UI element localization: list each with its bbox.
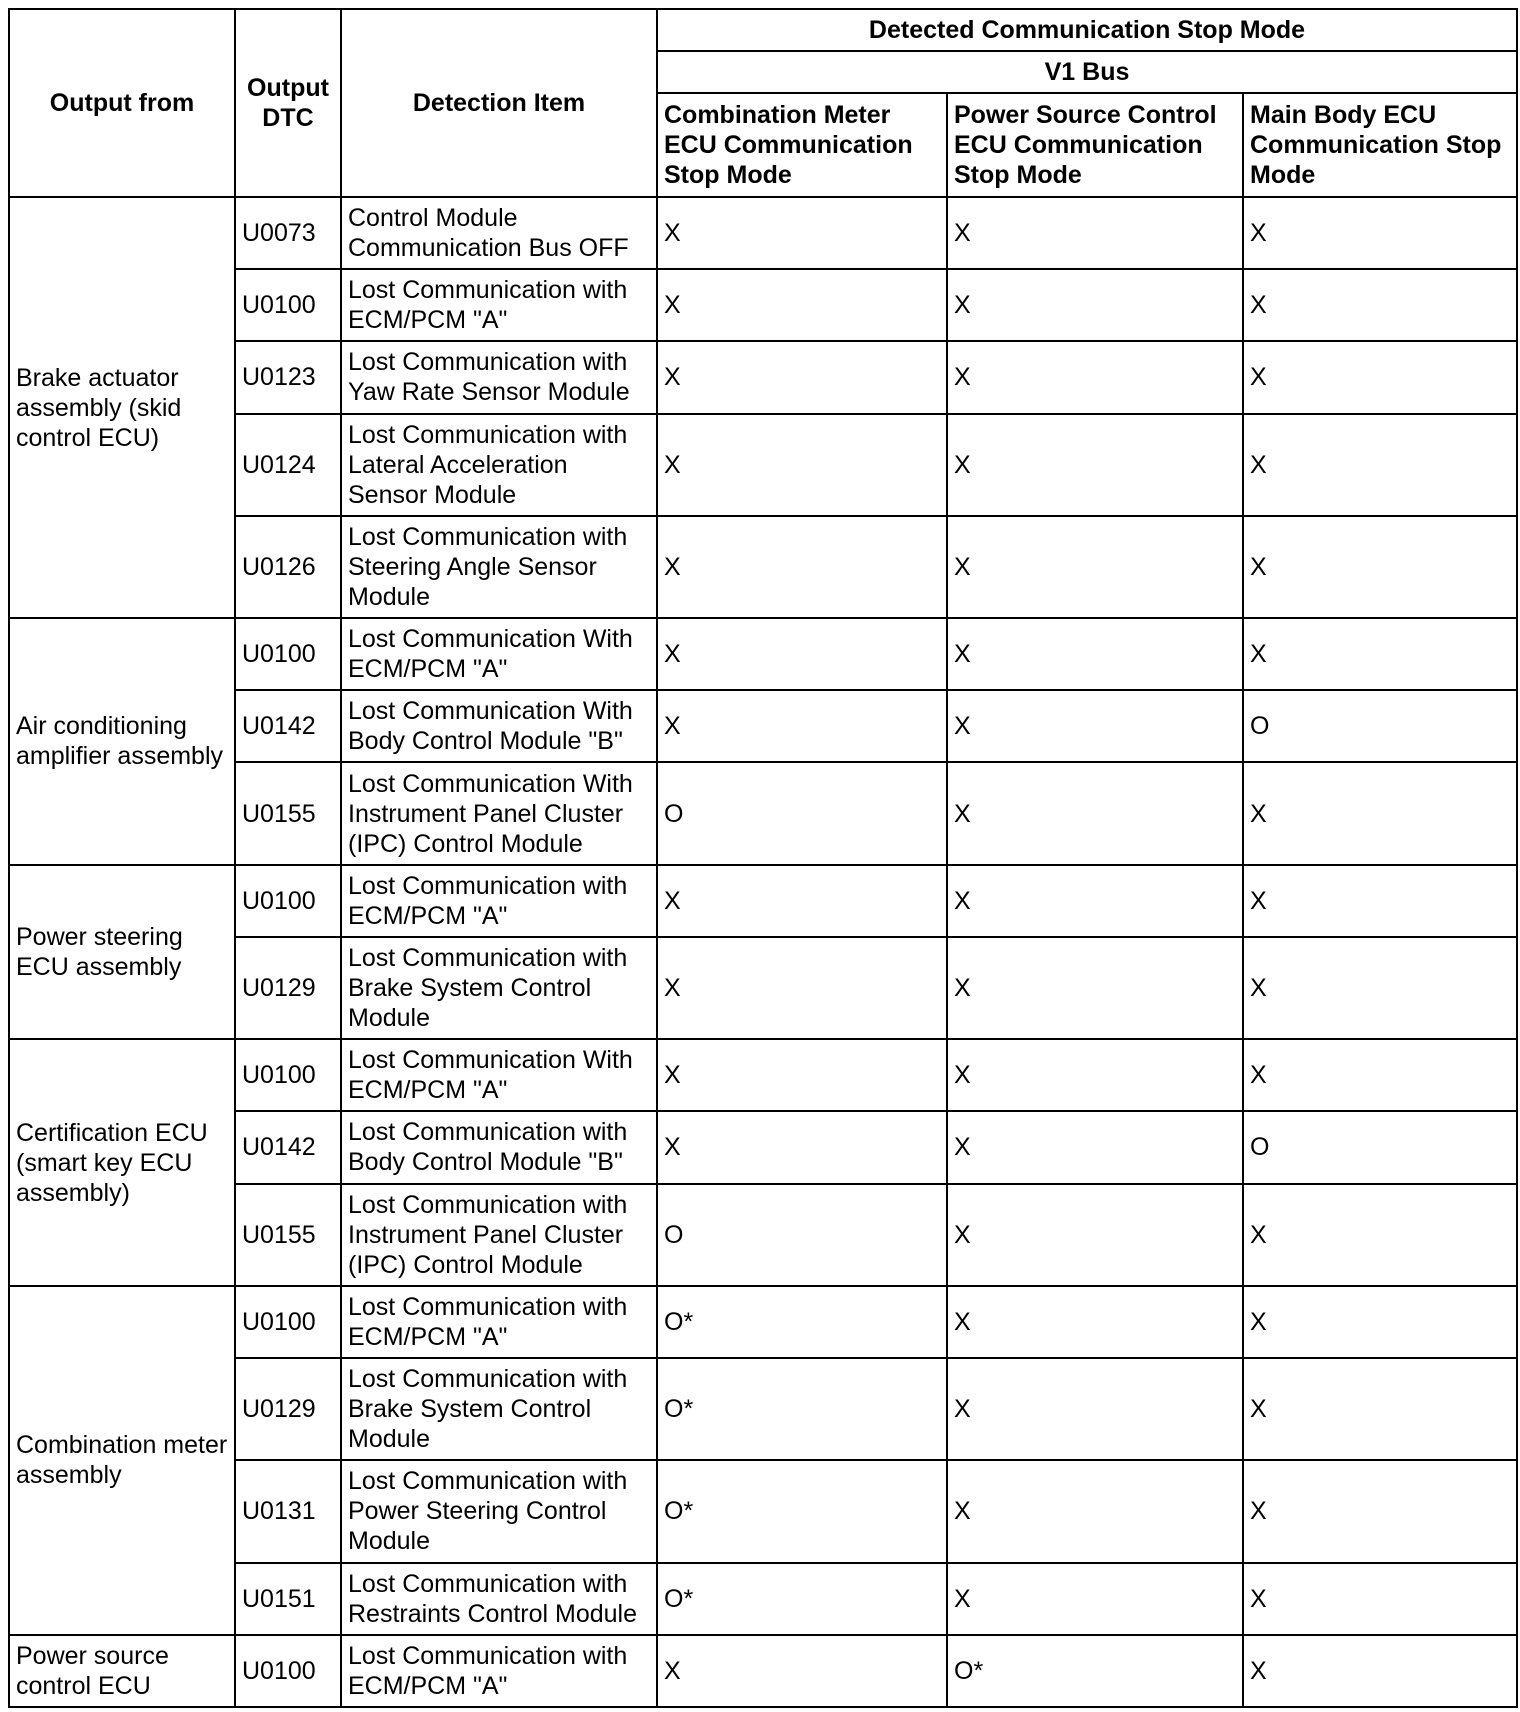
power-source-mode-cell: O* bbox=[947, 1635, 1243, 1707]
combination-meter-mode-cell: O bbox=[657, 1184, 947, 1286]
header-detection-item: Detection Item bbox=[341, 9, 657, 197]
power-source-mode-cell: X bbox=[947, 1460, 1243, 1562]
main-body-mode-cell: X bbox=[1243, 1286, 1517, 1358]
main-body-mode-cell: X bbox=[1243, 865, 1517, 937]
dtc-code-cell: U0142 bbox=[235, 690, 341, 762]
detection-item-cell: Control Module Communication Bus OFF bbox=[341, 197, 657, 269]
detection-item-cell: Lost Communication With ECM/PCM "A" bbox=[341, 618, 657, 690]
power-source-mode-cell: X bbox=[947, 341, 1243, 413]
header-bus: V1 Bus bbox=[657, 51, 1517, 93]
combination-meter-mode-cell: X bbox=[657, 690, 947, 762]
detection-item-cell: Lost Communication With ECM/PCM "A" bbox=[341, 1039, 657, 1111]
power-source-mode-cell: X bbox=[947, 690, 1243, 762]
combination-meter-mode-cell: X bbox=[657, 414, 947, 516]
main-body-mode-cell: X bbox=[1243, 197, 1517, 269]
output-from-cell: Certification ECU (smart key ECU assembly) bbox=[9, 1039, 235, 1286]
dtc-code-cell: U0100 bbox=[235, 865, 341, 937]
combination-meter-mode-cell: X bbox=[657, 1039, 947, 1111]
output-from-cell: Air conditioning amplifier assembly bbox=[9, 618, 235, 865]
header-mode-power-source: Power Source Control ECU Communication Stop Mode bbox=[947, 93, 1243, 197]
dtc-code-cell: U0100 bbox=[235, 1039, 341, 1111]
table-row bbox=[9, 1460, 1517, 1562]
dtc-code-cell: U0151 bbox=[235, 1563, 341, 1635]
dtc-code-cell: U0124 bbox=[235, 414, 341, 516]
power-source-mode-cell: X bbox=[947, 197, 1243, 269]
table-row bbox=[9, 762, 1517, 864]
combination-meter-mode-cell: X bbox=[657, 197, 947, 269]
dtc-code-cell: U0155 bbox=[235, 1184, 341, 1286]
detection-item-cell: Lost Communication with ECM/PCM "A" bbox=[341, 865, 657, 937]
table-row bbox=[9, 937, 1517, 1039]
power-source-mode-cell: X bbox=[947, 1039, 1243, 1111]
power-source-mode-cell: X bbox=[947, 1358, 1243, 1460]
main-body-mode-cell: X bbox=[1243, 1184, 1517, 1286]
power-source-mode-cell: X bbox=[947, 1184, 1243, 1286]
combination-meter-mode-cell: X bbox=[657, 937, 947, 1039]
header-detected-mode: Detected Communication Stop Mode bbox=[657, 9, 1517, 51]
table-body bbox=[9, 197, 1517, 1707]
dtc-code-cell: U0142 bbox=[235, 1111, 341, 1183]
main-body-mode-cell: O bbox=[1243, 690, 1517, 762]
main-body-mode-cell: X bbox=[1243, 414, 1517, 516]
power-source-mode-cell: X bbox=[947, 414, 1243, 516]
main-body-mode-cell: X bbox=[1243, 516, 1517, 618]
power-source-mode-cell: X bbox=[947, 937, 1243, 1039]
header-output-dtc: Output DTC bbox=[235, 9, 341, 197]
detection-item-cell: Lost Communication with ECM/PCM "A" bbox=[341, 1286, 657, 1358]
main-body-mode-cell: X bbox=[1243, 1635, 1517, 1707]
dtc-code-cell: U0073 bbox=[235, 197, 341, 269]
detection-item-cell: Lost Communication With Instrument Panel Cluster (IPC) Control Module bbox=[341, 762, 657, 864]
dtc-code-cell: U0100 bbox=[235, 269, 341, 341]
detection-item-cell: Lost Communication with ECM/PCM "A" bbox=[341, 269, 657, 341]
detection-item-cell: Lost Communication with Lateral Acceleration Sensor Module bbox=[341, 414, 657, 516]
combination-meter-mode-cell: O* bbox=[657, 1358, 947, 1460]
header-mode-combination-meter: Combination Meter ECU Communication Stop Mode bbox=[657, 93, 947, 197]
output-from-cell: Power steering ECU assembly bbox=[9, 865, 235, 1039]
detection-item-cell: Lost Communication With Body Control Module "B" bbox=[341, 690, 657, 762]
dtc-code-cell: U0129 bbox=[235, 937, 341, 1039]
table-row bbox=[9, 1635, 1517, 1707]
detection-item-cell: Lost Communication with Instrument Panel Cluster (IPC) Control Module bbox=[341, 1184, 657, 1286]
combination-meter-mode-cell: X bbox=[657, 865, 947, 937]
main-body-mode-cell: X bbox=[1243, 1563, 1517, 1635]
table-row bbox=[9, 516, 1517, 618]
combination-meter-mode-cell: O* bbox=[657, 1460, 947, 1562]
detection-item-cell: Lost Communication with Body Control Module "B" bbox=[341, 1111, 657, 1183]
power-source-mode-cell: X bbox=[947, 1111, 1243, 1183]
dtc-code-cell: U0126 bbox=[235, 516, 341, 618]
table-row bbox=[9, 1358, 1517, 1460]
table-row bbox=[9, 414, 1517, 516]
main-body-mode-cell: X bbox=[1243, 1358, 1517, 1460]
power-source-mode-cell: X bbox=[947, 762, 1243, 864]
combination-meter-mode-cell: O* bbox=[657, 1563, 947, 1635]
power-source-mode-cell: X bbox=[947, 618, 1243, 690]
power-source-mode-cell: X bbox=[947, 516, 1243, 618]
combination-meter-mode-cell: X bbox=[657, 1111, 947, 1183]
power-source-mode-cell: X bbox=[947, 865, 1243, 937]
table-row bbox=[9, 1111, 1517, 1183]
table-row bbox=[9, 690, 1517, 762]
power-source-mode-cell: X bbox=[947, 269, 1243, 341]
table-row bbox=[9, 341, 1517, 413]
output-from-cell: Power source control ECU bbox=[9, 1635, 235, 1707]
dtc-code-cell: U0100 bbox=[235, 618, 341, 690]
table-row bbox=[9, 1286, 1517, 1358]
power-source-mode-cell: X bbox=[947, 1286, 1243, 1358]
output-from-cell: Brake actuator assembly (skid control ECU) bbox=[9, 197, 235, 618]
dtc-code-cell: U0129 bbox=[235, 1358, 341, 1460]
combination-meter-mode-cell: X bbox=[657, 516, 947, 618]
table-row bbox=[9, 1184, 1517, 1286]
detection-item-cell: Lost Communication with Brake System Control Module bbox=[341, 1358, 657, 1460]
main-body-mode-cell: X bbox=[1243, 1039, 1517, 1111]
combination-meter-mode-cell: X bbox=[657, 1635, 947, 1707]
combination-meter-mode-cell: O bbox=[657, 762, 947, 864]
dtc-code-cell: U0123 bbox=[235, 341, 341, 413]
main-body-mode-cell: X bbox=[1243, 618, 1517, 690]
detection-item-cell: Lost Communication with Yaw Rate Sensor Module bbox=[341, 341, 657, 413]
header-mode-main-body: Main Body ECU Communication Stop Mode bbox=[1243, 93, 1517, 197]
main-body-mode-cell: O bbox=[1243, 1111, 1517, 1183]
detection-item-cell: Lost Communication with Brake System Control Module bbox=[341, 937, 657, 1039]
detection-item-cell: Lost Communication with Restraints Control Module bbox=[341, 1563, 657, 1635]
table-header bbox=[9, 9, 1517, 197]
main-body-mode-cell: X bbox=[1243, 269, 1517, 341]
header-output-from: Output from bbox=[9, 9, 235, 197]
detection-item-cell: Lost Communication with Steering Angle Sensor Module bbox=[341, 516, 657, 618]
power-source-mode-cell: X bbox=[947, 1563, 1243, 1635]
table-row bbox=[9, 1563, 1517, 1635]
dtc-communication-stop-table bbox=[8, 8, 1518, 1708]
output-from-cell: Combination meter assembly bbox=[9, 1286, 235, 1635]
combination-meter-mode-cell: X bbox=[657, 269, 947, 341]
dtc-code-cell: U0100 bbox=[235, 1635, 341, 1707]
combination-meter-mode-cell: X bbox=[657, 618, 947, 690]
main-body-mode-cell: X bbox=[1243, 762, 1517, 864]
main-body-mode-cell: X bbox=[1243, 341, 1517, 413]
table-row bbox=[9, 618, 1517, 690]
table-row bbox=[9, 269, 1517, 341]
dtc-code-cell: U0100 bbox=[235, 1286, 341, 1358]
table-row bbox=[9, 865, 1517, 937]
detection-item-cell: Lost Communication with ECM/PCM "A" bbox=[341, 1635, 657, 1707]
table-row bbox=[9, 197, 1517, 269]
combination-meter-mode-cell: O* bbox=[657, 1286, 947, 1358]
combination-meter-mode-cell: X bbox=[657, 341, 947, 413]
dtc-code-cell: U0131 bbox=[235, 1460, 341, 1562]
main-body-mode-cell: X bbox=[1243, 937, 1517, 1039]
detection-item-cell: Lost Communication with Power Steering Control Module bbox=[341, 1460, 657, 1562]
main-body-mode-cell: X bbox=[1243, 1460, 1517, 1562]
table-row bbox=[9, 1039, 1517, 1111]
dtc-code-cell: U0155 bbox=[235, 762, 341, 864]
